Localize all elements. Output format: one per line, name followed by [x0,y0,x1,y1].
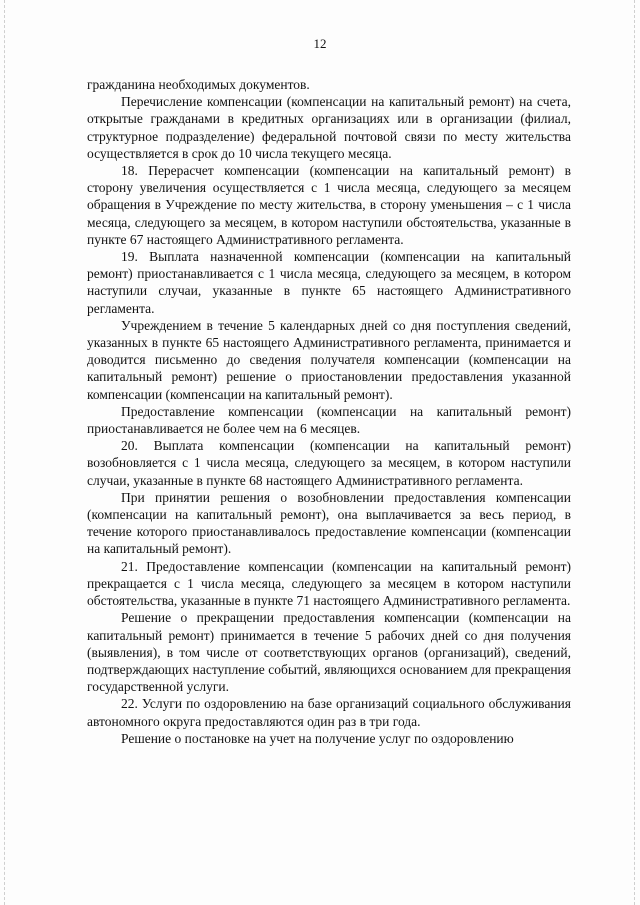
paragraph: гражданина необходимых документов. [87,77,310,92]
paragraph: Решение о прекращении предоставления компенсации (компенсации на капитальный ремонт) принимается в течение 5 рабочих дней со дня получения (выявления), в том числе от соответствующих органов (организаций), сведений, подтверждающих наступление событий, являющихся основанием для прекращения государственной услуги. [87,610,571,695]
paragraph: Предоставление компенсации (компенсации на капитальный ремонт) приостанавливается не более чем на 6 месяцев. [87,403,571,437]
paragraph: Решение о постановке на учет на получение услуг по оздоровлению [121,730,514,746]
page-number: 12 [313,36,327,51]
scan-edge-right [634,0,636,905]
paragraph-item-20: 20. Выплата компенсации (компенсации на капитальный ремонт) возобновляется с 1 числа месяца, следующего за месяцем, в котором наступили случаи, указанные в пункте 68 настоящего Административного регламента. [87,438,571,488]
paragraph-item-22: 22. Услуги по оздоровлению на базе организаций социального обслуживания автономного округа предоставляются один раз в три года. [87,696,571,729]
document-body [87,76,571,747]
scan-edge-left [4,0,6,905]
paragraph-item-18: 18. Перерасчет компенсации (компенсации на капитальный ремонт) в сторону увеличения осуществляется с 1 числа месяца, следующего за месяцем обращения в Учреждение по месту жительства, в сторону уменьшения – с 1 числа месяца, следующего за месяцем, в котором наступили обстоятельства, указанные в пункте 67 настоящего Административного регламента. [87,163,571,247]
paragraph-item-19: 19. Выплата назначенной компенсации (компенсации на капитальный ремонт) приостанавливается с 1 числа месяца, следующего за месяцем, в котором наступили случаи, указанные в пункте 65 настоящего Административного регламента. [87,249,571,316]
paragraph: При принятии решения о возобновлении предоставления компенсации (компенсации на капитальный ремонт), она выплачивается за весь период, в течение которого приостанавливалось предоставление компенсации (компенсации на капитальный ремонт). [87,489,571,557]
paragraph-item-21: 21. Предоставление компенсации (компенсации на капитальный ремонт) прекращается с 1 числа месяца, следующего за месяцем в котором наступили обстоятельства, указанные в пункте 71 настоящего Административного регламента. [87,558,571,609]
paragraph: Учреждением в течение 5 календарных дней со дня поступления сведений, указанных в пункте 65 настоящего Административного регламента, принимается и доводится письменно до сведения получателя компенсации (компенсации на капитальный ремонт) решение о приостановлении предоставления указанной компенсации (компенсации на капитальный ремонт). [87,317,571,402]
paragraph: Перечисление компенсации (компенсации на капитальный ремонт) на счета, открытые гражданами в кредитных организациях или в организации (филиал, структурное подразделение) федеральной почтовой связи по месту жительства осуществляется в срок до 10 числа текущего месяца. [87,94,571,161]
